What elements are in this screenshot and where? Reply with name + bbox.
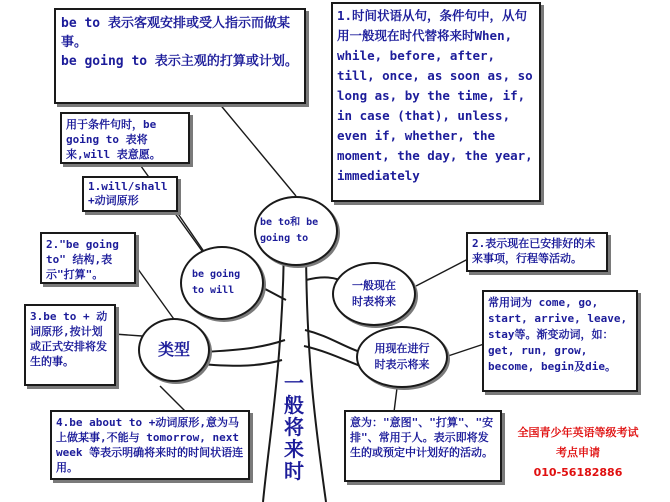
be-about-to-text: 4.be about to +动词原形,意为马上做某事,不能与 tomorrow, next week 等表示明确将来时的时间状语连用。 xyxy=(56,416,244,474)
adverbial-clause-text: 1.时间状语从句，条件句中，从句用一般现在时代替将来时When, while, before, after, till, once, as soon as, so long as, by the time, if, in case (that), unless, even if, whether, the moment, the day, the year, immediately xyxy=(337,8,533,183)
progressive-label: 用现在进行时表示将来 xyxy=(374,342,430,371)
oval-be-to-and-going-to xyxy=(254,196,338,266)
meaning-text: 意为："意图"、"打算"、"安排"、常用于人。表示即将发生的或预定中计划好的活动。 xyxy=(350,416,494,459)
present-for-future-text: 2.表示现在已安排好的未来事项，行程等活动。 xyxy=(472,237,596,265)
be-to-and-going-label: be to和 be going to xyxy=(260,217,319,244)
will-shall-text: 1.will/shall +动词原形 xyxy=(88,180,168,207)
be-to-text: be to 表示客观安排或受人指示而做某事。 xyxy=(61,16,290,50)
common-verbs-text: 常用词为 come, go, start, arrive, leave, stay等。渐变动词，如：get, run, grow, become, begin及die。 xyxy=(488,296,628,373)
connector-about-to xyxy=(160,386,186,412)
ad-line-1: 全国青少年英语等级考试 xyxy=(517,426,639,439)
box-adverbial-clause xyxy=(331,2,541,202)
connector-common-verbs xyxy=(442,344,484,358)
connector-be-to xyxy=(114,334,142,336)
oval-simple-present xyxy=(332,262,416,326)
box-condition-be-going-to xyxy=(60,112,190,164)
box-be-to-vs-going-to xyxy=(54,8,306,104)
connector-present-right xyxy=(416,258,470,286)
connector-top-left xyxy=(218,102,296,196)
ad-line-2: 考点申请 xyxy=(556,446,600,459)
be-to-plan-text: 3.be to + 动词原形,按计划或正式安排将发生的事。 xyxy=(30,310,108,368)
branch-types-lower xyxy=(200,360,282,366)
condition-text: 用于条件句时，be going to 表将来,will 表意愿。 xyxy=(66,118,161,161)
trunk-label: 一般将来时 xyxy=(284,371,304,483)
box-be-going-to-structure xyxy=(40,232,136,284)
box-meaning-progressive xyxy=(344,410,502,482)
oval-progressive xyxy=(356,326,448,388)
box-be-to-plan xyxy=(24,304,116,386)
oval-types xyxy=(138,318,210,382)
types-label: 类型 xyxy=(157,340,190,359)
simple-present-label: 一般现在时表将来 xyxy=(352,279,396,308)
box-common-verbs xyxy=(482,290,638,392)
going-structure-text: 2."be going to" 结构,表示"打算"。 xyxy=(46,238,119,281)
box-present-for-future xyxy=(466,232,608,272)
be-going-to-text: be going to 表示主观的打算或计划。 xyxy=(61,54,298,69)
oval-be-going-to xyxy=(180,246,264,320)
box-be-about-to xyxy=(50,410,250,480)
branch-types xyxy=(206,340,285,352)
ad-phone: 010-56182886 xyxy=(533,466,623,479)
box-will-shall xyxy=(82,176,178,212)
be-going-to-label: be going to will xyxy=(192,269,241,296)
connector-going-structure xyxy=(130,258,176,322)
